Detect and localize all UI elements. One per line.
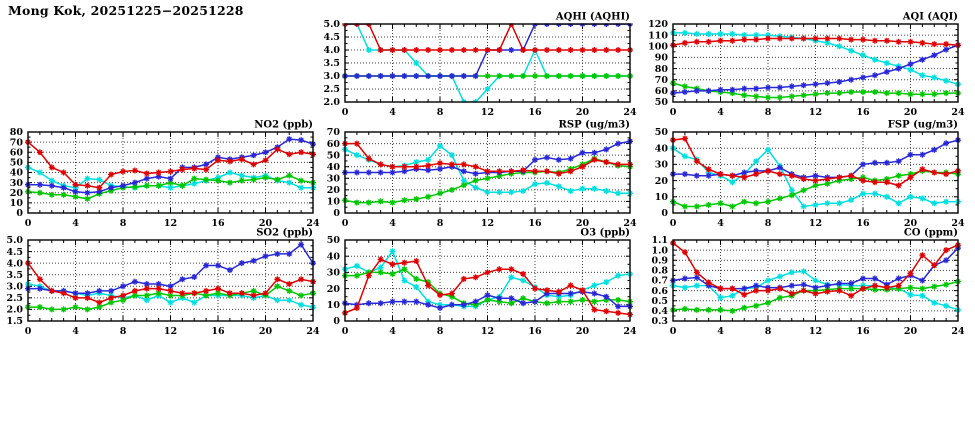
svg-text:0.3: 0.3 xyxy=(651,316,668,328)
chart-co xyxy=(633,224,971,343)
svg-text:50: 50 xyxy=(654,127,668,139)
svg-text:50: 50 xyxy=(9,157,23,169)
svg-text:10: 10 xyxy=(654,192,668,203)
svg-text:12: 12 xyxy=(163,326,178,337)
series-red xyxy=(342,141,633,177)
svg-text:4.0: 4.0 xyxy=(6,258,23,270)
svg-text:3.5: 3.5 xyxy=(323,58,340,70)
svg-text:50: 50 xyxy=(654,97,668,109)
svg-text:3.5: 3.5 xyxy=(6,269,23,281)
svg-text:3.0: 3.0 xyxy=(6,281,23,293)
svg-text:20: 20 xyxy=(903,218,918,229)
svg-text:1.0: 1.0 xyxy=(651,245,668,257)
svg-text:80: 80 xyxy=(654,63,668,75)
svg-text:4.0: 4.0 xyxy=(323,45,340,57)
svg-text:24: 24 xyxy=(951,107,965,118)
svg-text:30: 30 xyxy=(654,159,668,171)
svg-text:0: 0 xyxy=(341,107,349,118)
svg-text:20: 20 xyxy=(575,326,590,337)
svg-text:20: 20 xyxy=(903,107,918,118)
svg-text:4.5: 4.5 xyxy=(6,246,23,258)
svg-text:0: 0 xyxy=(341,218,349,229)
svg-text:10: 10 xyxy=(9,198,23,210)
svg-text:16: 16 xyxy=(856,218,870,229)
svg-text:16: 16 xyxy=(211,218,225,229)
svg-text:8: 8 xyxy=(119,326,127,337)
svg-text:80: 80 xyxy=(9,127,23,139)
chart-title-rsp: RSP (ug/m3) xyxy=(558,119,630,131)
svg-text:70: 70 xyxy=(326,127,340,139)
svg-text:12: 12 xyxy=(480,107,495,118)
svg-text:4: 4 xyxy=(389,107,396,118)
axis-labels xyxy=(323,19,637,118)
svg-text:8: 8 xyxy=(119,218,127,229)
chart-aqi xyxy=(633,8,971,124)
svg-text:16: 16 xyxy=(528,107,542,118)
svg-text:10: 10 xyxy=(326,196,340,208)
svg-text:12: 12 xyxy=(808,107,823,118)
svg-text:16: 16 xyxy=(856,107,870,118)
svg-text:16: 16 xyxy=(528,326,542,337)
svg-text:1.5: 1.5 xyxy=(6,316,23,328)
svg-text:24: 24 xyxy=(623,107,637,118)
chart-so2 xyxy=(0,224,326,343)
svg-text:4: 4 xyxy=(717,107,724,118)
chart-title-aqhi: AQHI (AQHI) xyxy=(555,11,630,23)
svg-text:3.0: 3.0 xyxy=(323,71,340,83)
svg-text:4: 4 xyxy=(72,218,79,229)
svg-text:8: 8 xyxy=(764,218,772,229)
chart-title-no2: NO2 (ppb) xyxy=(254,119,313,131)
svg-text:120: 120 xyxy=(648,19,668,31)
svg-text:20: 20 xyxy=(9,187,23,199)
axis-labels xyxy=(327,127,637,229)
svg-text:12: 12 xyxy=(480,218,495,229)
svg-text:0: 0 xyxy=(341,326,349,337)
svg-text:24: 24 xyxy=(951,218,965,229)
svg-text:4.5: 4.5 xyxy=(323,32,340,44)
svg-text:40: 40 xyxy=(9,167,23,179)
svg-text:70: 70 xyxy=(9,137,23,149)
svg-text:40: 40 xyxy=(326,251,340,263)
svg-text:30: 30 xyxy=(326,173,340,185)
chart-no2 xyxy=(0,116,326,235)
svg-text:20: 20 xyxy=(258,218,273,229)
svg-text:8: 8 xyxy=(764,326,772,337)
svg-text:8: 8 xyxy=(436,218,444,229)
svg-text:0.9: 0.9 xyxy=(651,255,668,267)
chart-title-co: CO (ppm) xyxy=(903,227,958,239)
svg-text:0: 0 xyxy=(24,218,32,229)
gridlines xyxy=(28,240,313,321)
svg-text:16: 16 xyxy=(856,326,870,337)
gridlines xyxy=(345,240,630,321)
svg-text:5.0: 5.0 xyxy=(323,19,340,31)
svg-text:0: 0 xyxy=(661,208,668,220)
svg-text:20: 20 xyxy=(326,283,340,295)
chart-o3 xyxy=(305,224,643,343)
svg-text:2.5: 2.5 xyxy=(6,293,23,305)
svg-text:12: 12 xyxy=(808,218,823,229)
svg-text:4: 4 xyxy=(389,326,396,337)
svg-text:0.4: 0.4 xyxy=(651,306,668,318)
svg-text:70: 70 xyxy=(654,74,668,86)
svg-text:20: 20 xyxy=(258,326,273,337)
svg-text:2.0: 2.0 xyxy=(323,97,340,109)
svg-text:40: 40 xyxy=(654,143,668,155)
svg-text:90: 90 xyxy=(654,52,668,64)
svg-text:12: 12 xyxy=(808,326,823,337)
svg-text:0: 0 xyxy=(16,208,23,220)
svg-text:4: 4 xyxy=(389,218,396,229)
svg-text:24: 24 xyxy=(623,218,637,229)
svg-text:0: 0 xyxy=(333,208,340,220)
svg-text:60: 60 xyxy=(9,147,23,159)
chart-aqhi xyxy=(305,8,643,124)
svg-text:0: 0 xyxy=(669,326,677,337)
svg-text:8: 8 xyxy=(436,326,444,337)
svg-text:24: 24 xyxy=(623,326,637,337)
svg-text:50: 50 xyxy=(326,235,340,247)
svg-text:4: 4 xyxy=(72,326,79,337)
svg-text:110: 110 xyxy=(648,30,668,42)
svg-text:2.5: 2.5 xyxy=(323,84,340,96)
svg-text:60: 60 xyxy=(654,86,668,98)
svg-text:30: 30 xyxy=(9,177,23,189)
svg-text:20: 20 xyxy=(326,185,340,197)
svg-text:16: 16 xyxy=(211,326,225,337)
svg-text:20: 20 xyxy=(575,107,590,118)
svg-text:0: 0 xyxy=(24,326,32,337)
svg-text:0.5: 0.5 xyxy=(651,295,668,307)
svg-text:24: 24 xyxy=(306,326,320,337)
axis-labels xyxy=(655,127,965,229)
svg-text:4: 4 xyxy=(717,326,724,337)
svg-text:40: 40 xyxy=(326,161,340,173)
svg-text:2.0: 2.0 xyxy=(6,304,23,316)
svg-text:16: 16 xyxy=(528,218,542,229)
chart-title-so2: SO2 (ppb) xyxy=(256,227,313,239)
svg-text:5.0: 5.0 xyxy=(6,235,23,247)
svg-text:12: 12 xyxy=(480,326,495,337)
svg-text:4: 4 xyxy=(717,218,724,229)
chart-title-o3: O3 (ppb) xyxy=(580,227,630,239)
svg-text:60: 60 xyxy=(326,138,340,150)
svg-text:100: 100 xyxy=(648,41,668,53)
chart-fsp xyxy=(633,116,971,235)
axis-labels xyxy=(327,235,637,337)
svg-text:0.7: 0.7 xyxy=(651,275,668,287)
svg-text:8: 8 xyxy=(436,107,444,118)
svg-text:20: 20 xyxy=(575,218,590,229)
chart-title-aqi: AQI (AQI) xyxy=(902,11,958,23)
svg-text:10: 10 xyxy=(326,300,340,311)
svg-text:0.6: 0.6 xyxy=(651,285,668,297)
svg-text:24: 24 xyxy=(951,326,965,337)
svg-text:20: 20 xyxy=(654,175,668,187)
svg-text:1.1: 1.1 xyxy=(651,235,668,247)
chart-rsp xyxy=(305,116,643,235)
page-title: Mong Kok, 20251225−20251228 xyxy=(8,3,244,18)
svg-text:8: 8 xyxy=(764,107,772,118)
svg-text:24: 24 xyxy=(306,218,320,229)
svg-text:0.8: 0.8 xyxy=(651,265,668,277)
svg-text:20: 20 xyxy=(903,326,918,337)
svg-text:12: 12 xyxy=(163,218,178,229)
svg-text:30: 30 xyxy=(326,267,340,279)
svg-text:0: 0 xyxy=(333,316,340,328)
chart-title-fsp: FSP (ug/m3) xyxy=(887,119,958,131)
svg-text:50: 50 xyxy=(326,150,340,162)
svg-text:0: 0 xyxy=(669,107,677,118)
svg-text:0: 0 xyxy=(669,218,677,229)
